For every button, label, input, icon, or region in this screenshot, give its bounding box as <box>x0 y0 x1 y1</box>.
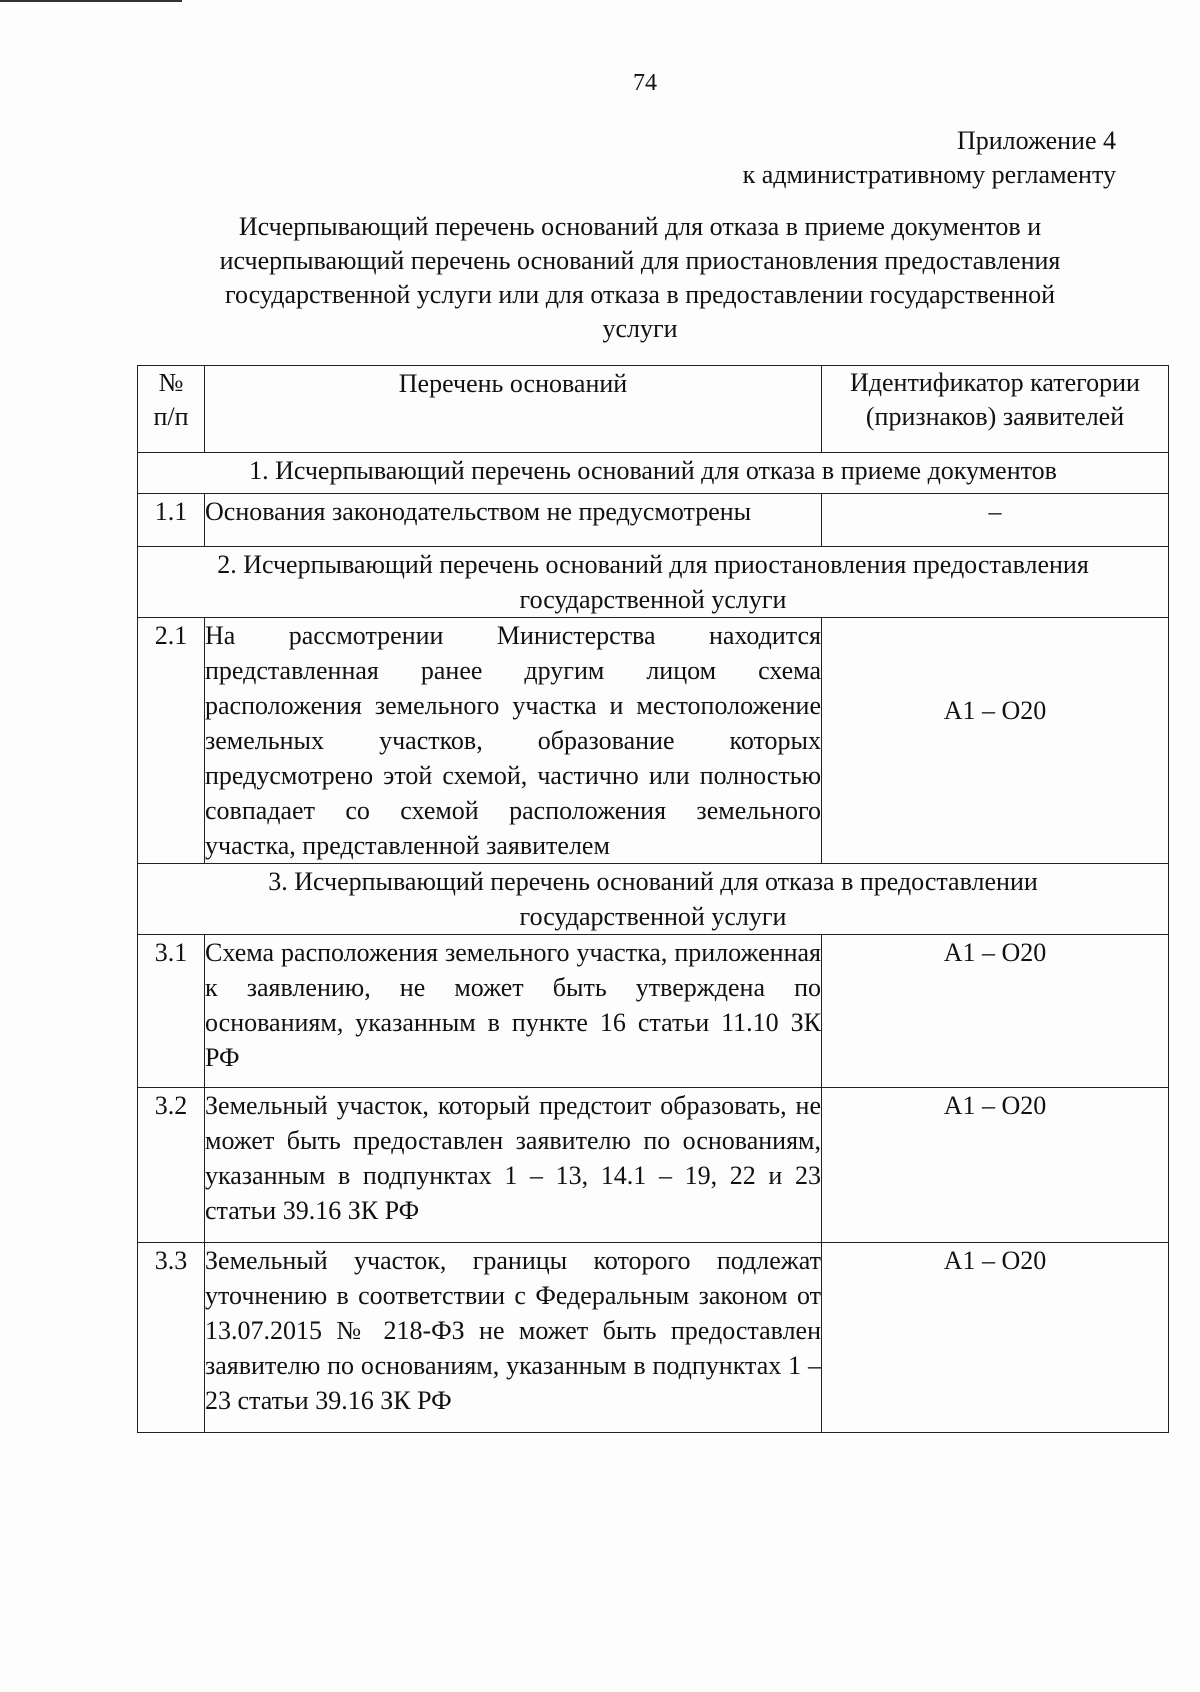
row-number: 1.1 <box>138 494 205 547</box>
row-number: 3.3 <box>138 1243 205 1433</box>
section-title-2 <box>138 547 1169 618</box>
table-row <box>138 1243 1169 1433</box>
title-line: государственной услуги или для отказа в предоставлении государственной <box>225 280 1055 309</box>
row-number: 3.2 <box>138 1088 205 1243</box>
appendix-reference: к административному регламенту <box>742 160 1116 189</box>
row-identifier: А1 – О20 <box>822 1243 1169 1433</box>
scan-edge-line <box>0 0 182 2</box>
table-row <box>138 935 1169 1088</box>
row-grounds-text: На рассмотрении Министерства находится представленная ранее другим лицом схема расположения земельного участка и местоположение земельных участков, образование которых предусмотрено этой схемой, частично или полностью совпадает со схемой расположения земельного участка, представленной заявителем <box>205 618 822 864</box>
section-row-2 <box>138 547 1169 618</box>
title-line: Исчерпывающий перечень оснований для отказа в приеме документов и <box>238 212 1042 241</box>
row-identifier: А1 – О20 <box>822 935 1169 1088</box>
header-number-symbol: № <box>158 368 184 397</box>
section-title-3 <box>138 864 1169 935</box>
appendix-label: Приложение 4 <box>956 126 1116 155</box>
section-title-line: государственной услуги <box>519 902 787 931</box>
section-title-1: 1. Исчерпывающий перечень оснований для отказа в приеме документов <box>138 453 1169 494</box>
section-row-1 <box>138 453 1169 494</box>
row-identifier: – <box>822 494 1169 547</box>
row-grounds-text: Земельный участок, который предстоит образовать, не может быть предоставлен заявителю по основаниям, указанным в подпунктах 1 – 13, 14.1 – 19, 22 и 23 статьи 39.16 ЗК РФ <box>205 1088 822 1243</box>
table-row <box>138 494 1169 547</box>
row-identifier: А1 – О20 <box>822 618 1169 864</box>
table-header-row <box>138 366 1169 453</box>
document-title <box>150 210 1130 346</box>
row-grounds-text: Схема расположения земельного участка, приложенная к заявлению, не может быть утверждена по основаниям, указанным в пункте 16 статьи 11.10 ЗК РФ <box>205 935 822 1088</box>
header-number <box>138 366 205 453</box>
row-grounds-text: Основания законодательством не предусмотрены <box>205 494 822 547</box>
section-title-line: 2. Исчерпывающий перечень оснований для приостановления предоставления <box>217 550 1089 579</box>
title-line: исчерпывающий перечень оснований для приостановления предоставления <box>219 246 1061 275</box>
table-row <box>138 618 1169 864</box>
table-row <box>138 1088 1169 1243</box>
header-grounds: Перечень оснований <box>205 366 822 453</box>
header-identifier-line: (признаков) заявителей <box>865 402 1125 431</box>
header-identifier <box>822 366 1169 453</box>
title-line: услуги <box>602 314 678 343</box>
header-identifier-line: Идентификатор категории <box>850 368 1140 397</box>
header-number-abbr: п/п <box>153 402 189 431</box>
section-title-line: 3. Исчерпывающий перечень оснований для отказа в предоставлении <box>268 867 1038 896</box>
page-number: 74 <box>633 70 657 96</box>
row-number: 3.1 <box>138 935 205 1088</box>
section-title-line: государственной услуги <box>519 585 787 614</box>
section-row-3 <box>138 864 1169 935</box>
row-number: 2.1 <box>138 618 205 864</box>
grounds-table <box>137 365 1169 1433</box>
row-grounds-text: Земельный участок, границы которого подлежат уточнению в соответствии с Федеральным законом от 13.07.2015 № 218-ФЗ не может быть предоставлен заявителю по основаниям, указанным в подпунктах 1 – 23 статьи 39.16 ЗК РФ <box>205 1243 822 1433</box>
row-identifier: А1 – О20 <box>822 1088 1169 1243</box>
